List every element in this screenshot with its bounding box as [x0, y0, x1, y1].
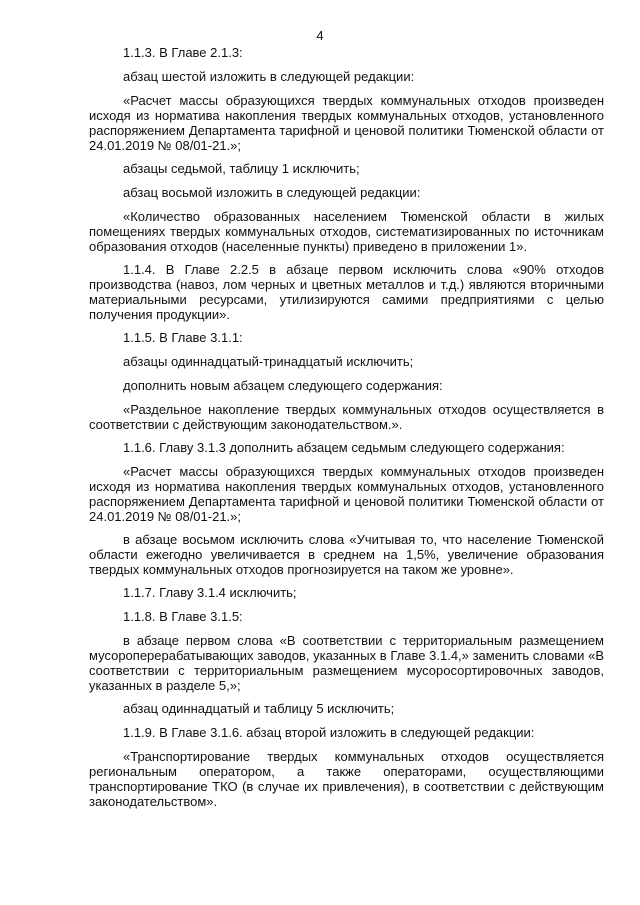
- paragraph-add-new: дополнить новым абзацем следующего содержания:: [123, 378, 443, 393]
- paragraph-quote-separate-accumulation: «Раздельное накопление твердых коммунальных отходов осуществляется в соответствии с действующим законодательством.».: [89, 402, 604, 432]
- page-number: 4: [316, 28, 324, 43]
- paragraph-1-1-8-heading: 1.1.8. В Главе 3.1.5:: [123, 609, 243, 624]
- paragraph-replace-words: в абзаце первом слова «В соответствии с территориальным размещением мусороперерабатывающих заводов, указанных в Главе 3.1.4,» заменить словами «В соответствии с территориальным размещением мусоросортировочных заводов, указанных в разделе 5,»;: [89, 633, 604, 693]
- paragraph-1-1-4: 1.1.4. В Главе 2.2.5 в абзаце первом исключить слова «90% отходов производства (навоз, лом черных и цветных металлов и т.д.) являются вторичными материальными ресурсами, утилизируются самими предприятиями с целью получения продукции».: [89, 262, 604, 322]
- paragraph-quote-mass-calculation-2: «Расчет массы образующихся твердых коммунальных отходов произведен исходя из норматива накопления твердых коммунальных отходов, установленного распоряжением Департамента тарифной и ценовой политики Тюменской области от 24.01.2019 № 08/01-21.»;: [89, 464, 604, 524]
- paragraph-exclude-population-words: в абзаце восьмом исключить слова «Учитывая то, что население Тюменской области ежегодно увеличивается в среднем на 1,5%, увеличение образования твердых коммунальных отходов прогнозируется на таком же уровне».: [89, 532, 604, 577]
- document-body: [89, 45, 604, 817]
- paragraph-quote-mass-calculation: «Расчет массы образующихся твердых коммунальных отходов произведен исходя из норматива накопления твердых коммунальных отходов, установленного распоряжением Департамента тарифной и ценовой политики Тюменской области от 24.01.2019 № 08/01-21.»;: [89, 93, 604, 153]
- paragraph-1-1-6: 1.1.6. Главу 3.1.3 дополнить абзацем седьмым следующего содержания:: [123, 440, 565, 455]
- paragraph-exclude-table-5: абзац одиннадцатый и таблицу 5 исключить;: [123, 701, 395, 716]
- paragraph-instruction-eighth: абзац восьмой изложить в следующей редакции:: [123, 185, 421, 200]
- paragraph-exclude-eleventh-thirteenth: абзацы одиннадцатый-тринадцатый исключить;: [123, 354, 414, 369]
- paragraph-quote-transportation: «Транспортирование твердых коммунальных отходов осуществляется региональным оператором, а также операторами, осуществляющими транспортирование ТКО (в случае их привлечения), в соответствии с действующим законодательством».: [89, 749, 604, 809]
- paragraph-1-1-3-heading: 1.1.3. В Главе 2.1.3:: [123, 45, 243, 60]
- paragraph-1-1-5-heading: 1.1.5. В Главе 3.1.1:: [123, 330, 243, 345]
- paragraph-1-1-9: 1.1.9. В Главе 3.1.6. абзац второй изложить в следующей редакции:: [123, 725, 535, 740]
- paragraph-exclude-seventh: абзацы седьмой, таблицу 1 исключить;: [123, 161, 360, 176]
- paragraph-quote-quantity: «Количество образованных населением Тюменской области в жилых помещениях твердых коммунальных отходов, систематизированных по источникам образования отходов (населенные пункты) приведено в приложении 1».: [89, 209, 604, 254]
- paragraph-1-1-7: 1.1.7. Главу 3.1.4 исключить;: [123, 585, 297, 600]
- paragraph-instruction-sixth: абзац шестой изложить в следующей редакции:: [123, 69, 415, 84]
